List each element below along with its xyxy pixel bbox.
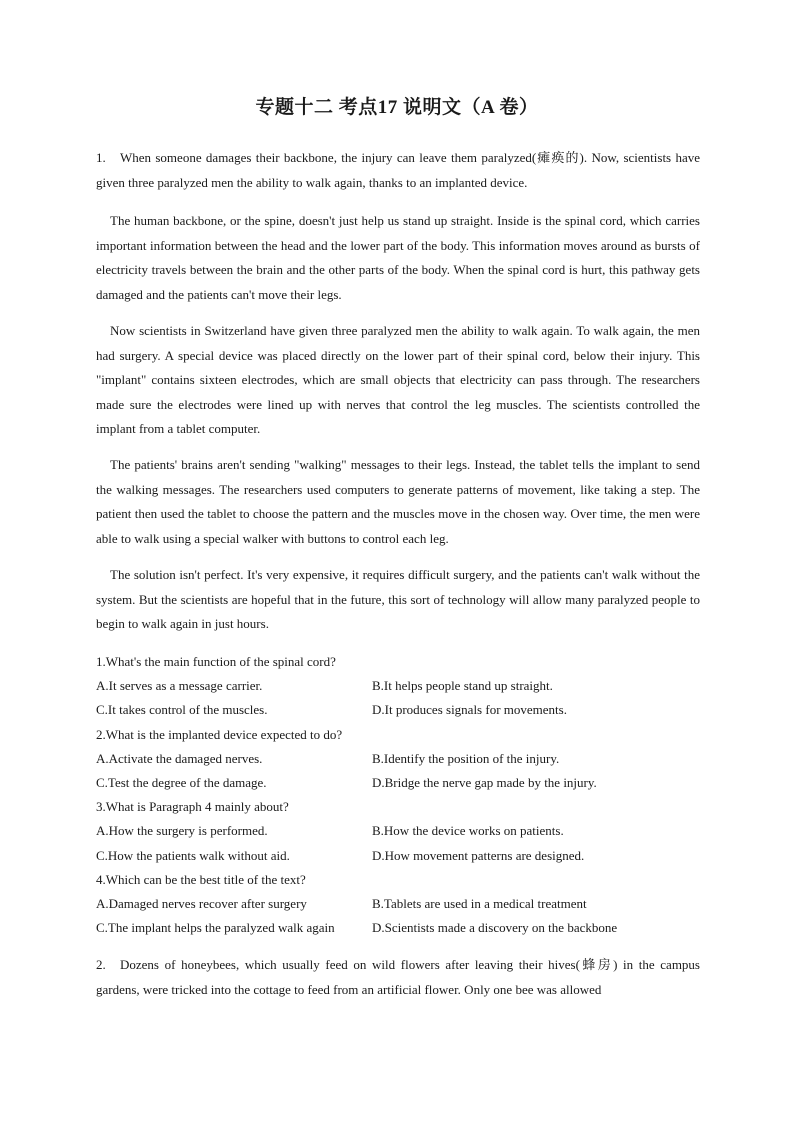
question-1-option-b[interactable]: B.It helps people stand up straight. xyxy=(372,678,553,694)
question-3-option-d[interactable]: D.How movement patterns are designed. xyxy=(372,847,585,863)
question-2-option-a[interactable]: A.Activate the damaged nerves. xyxy=(96,750,263,766)
question-3-option-b[interactable]: B.How the device works on patients. xyxy=(372,823,564,839)
question-4-stem: 4.Which can be the best title of the text? xyxy=(96,871,306,887)
question-4-options-row-2 xyxy=(96,916,700,940)
question-2-option-d[interactable]: D.Bridge the nerve gap made by the injury. xyxy=(372,774,597,790)
question-2-stem: 2.What is the implanted device expected to do? xyxy=(96,726,343,742)
question-3-option-c[interactable]: C.How the patients walk without aid. xyxy=(96,847,290,863)
passage1-paragraph-1: 1. When someone damages their backbone, the injury can leave them paralyzed(瘫痪的). Now, scientists have given three paralyzed men the ability to walk again, thanks to an implanted device. xyxy=(96,146,700,195)
passage1-number: 1. xyxy=(96,150,106,165)
question-1-stem: 1.What's the main function of the spinal cord? xyxy=(96,654,336,669)
question-1-option-c[interactable]: C.It takes control of the muscles. xyxy=(96,702,268,718)
question-3-options-row-2 xyxy=(96,844,700,868)
question-3-stem: 3.What is Paragraph 4 mainly about? xyxy=(96,799,289,815)
passage1-paragraph-2: The human backbone, or the spine, doesn't just help us stand up straight. Inside is the spinal cord, which carries important information between the head and the lower part of the body. This information moves around as bursts of electricity travels between the brain and the other parts of the body. When the spinal cord is hurt, this pathway gets damaged and the patients can't move their legs. xyxy=(96,213,700,302)
question-2-option-b[interactable]: B.Identify the position of the injury. xyxy=(372,750,560,766)
question-4-option-c[interactable]: C.The implant helps the paralyzed walk again xyxy=(96,920,335,936)
question-4-option-d[interactable]: D.Scientists made a discovery on the backbone xyxy=(372,920,618,936)
passage1-paragraph-4: The patients' brains aren't sending "walking" messages to their legs. Instead, the tablet tells the implant to send the walking messages. The researchers used computers to generate patterns of movement, like taking a step. The patient then used the tablet to choose the pattern and the muscles move in the chosen way. Over time, the men were able to walk using a special walker with buttons to control each leg. xyxy=(96,457,700,546)
question-2-options-row-1 xyxy=(96,747,700,771)
question-1-option-a[interactable]: A.It serves as a message carrier. xyxy=(96,678,263,694)
passage2-paragraph-1: 2. Dozens of honeybees, which usually feed on wild flowers after leaving their hives(蜂房) in the campus gardens, were tricked into the cottage to feed from an artificial flower. Only one bee was allowed xyxy=(96,953,700,1002)
question-3-option-a[interactable]: A.How the surgery is performed. xyxy=(96,823,268,839)
page-title: 专题十二 考点17 说明文（A 卷） xyxy=(255,97,539,118)
question-4-option-a[interactable]: A.Damaged nerves recover after surgery xyxy=(96,895,307,911)
question-1-options-row-1 xyxy=(96,674,700,698)
question-2-option-c[interactable]: C.Test the degree of the damage. xyxy=(96,774,267,790)
passage2-number: 2. xyxy=(96,957,106,972)
question-2-options-row-2 xyxy=(96,771,700,795)
question-4-options-row-1 xyxy=(96,892,700,916)
question-3-options-row-1 xyxy=(96,819,700,843)
passage1-paragraph-3: Now scientists in Switzerland have given three paralyzed men the ability to walk again. To walk again, the men had surgery. A special device was placed directly on the lower part of their spinal cord, below their injury. This "implant" contains sixteen electrodes, which are small objects that electricity can pass through. The researchers made sure the electrodes were lined up with nerves that control the leg muscles. The scientists controlled the implant from a tablet computer. xyxy=(96,323,700,436)
question-list xyxy=(96,650,700,940)
question-1-option-d[interactable]: D.It produces signals for movements. xyxy=(372,702,567,718)
question-1-options-row-2 xyxy=(96,698,700,722)
passage1-paragraph-5: The solution isn't perfect. It's very expensive, it requires difficult surgery, and the patients can't walk without the system. But the scientists are hopeful that in the future, this sort of technology will allow many paralyzed people to begin to walk again in just hours. xyxy=(96,567,700,631)
question-4-option-b[interactable]: B.Tablets are used in a medical treatment xyxy=(372,895,587,911)
